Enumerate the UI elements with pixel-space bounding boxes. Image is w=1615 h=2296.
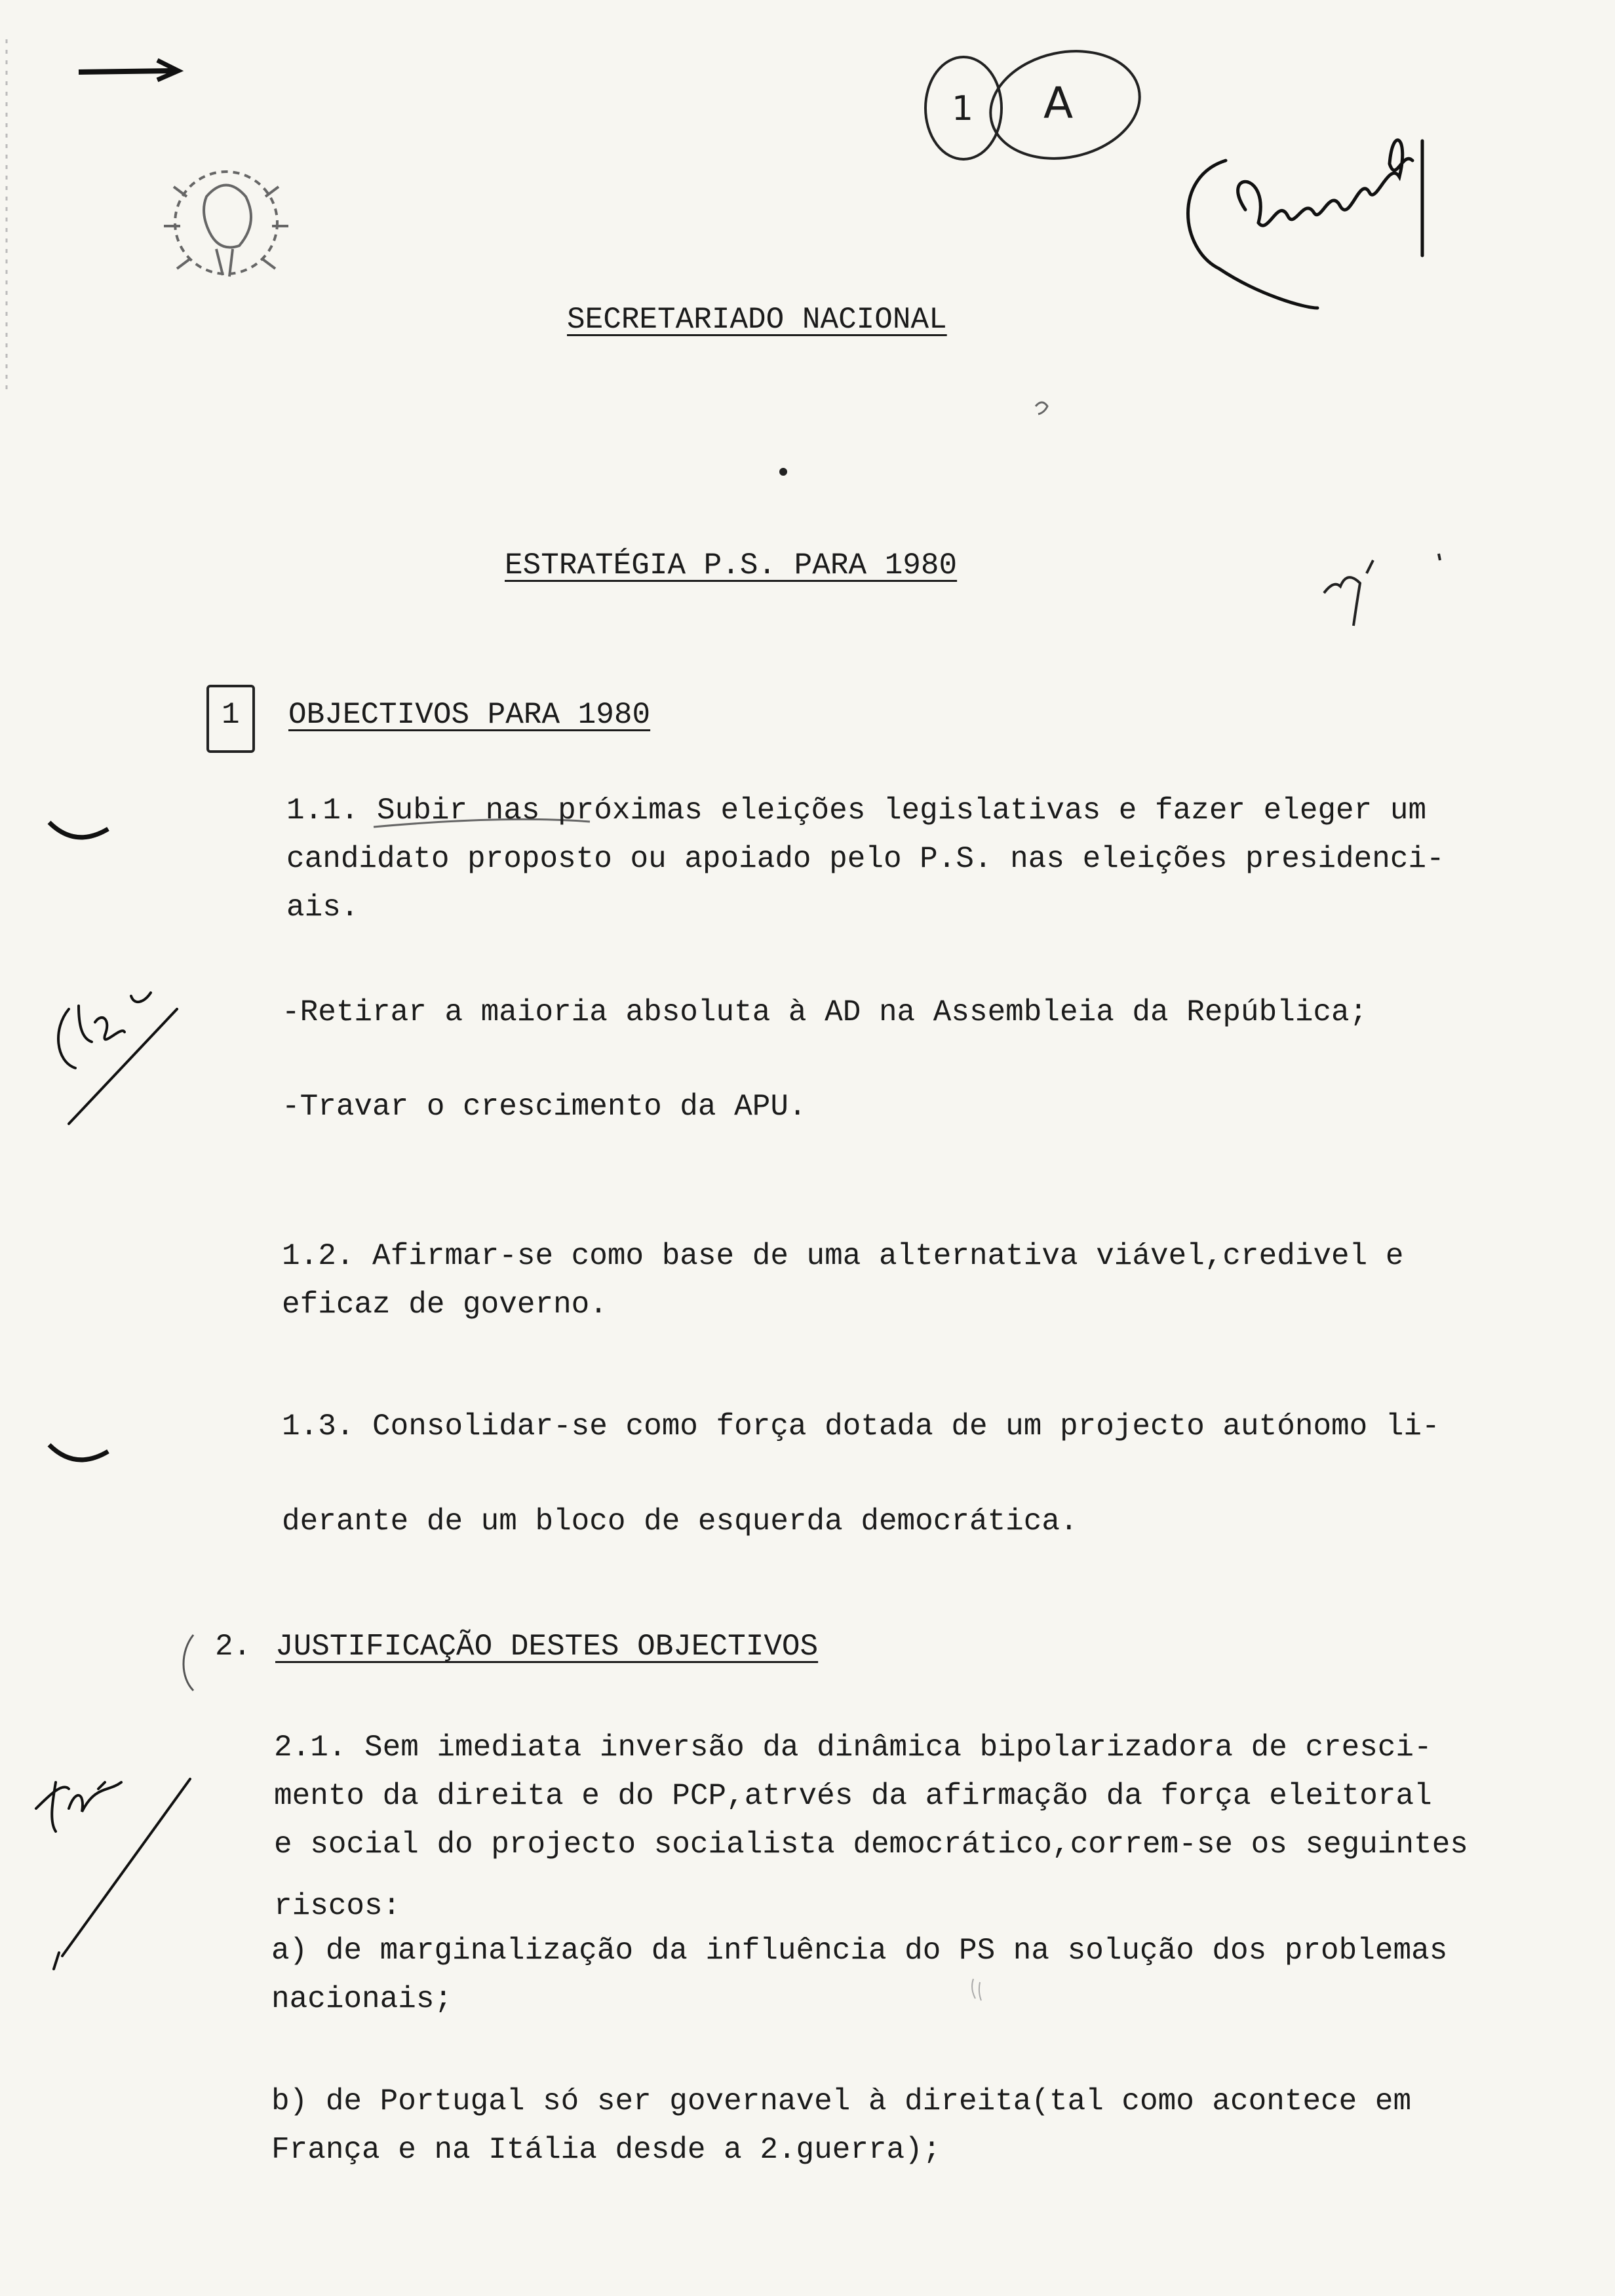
dot-mark <box>779 468 787 476</box>
text-line: 1.1. Subir nas próximas eleições legislativas e fazer eleger um <box>286 794 1427 828</box>
party-emblem-icon <box>164 172 288 277</box>
text-line: ais. <box>286 890 359 925</box>
bullet-travar: -Travar o crescimento da APU. <box>282 1090 807 1124</box>
text-line: eficaz de governo. <box>282 1288 608 1322</box>
bracket-mark <box>184 1635 193 1691</box>
section-1-number: 1 <box>222 698 240 732</box>
arrow-icon <box>79 60 178 80</box>
item-1-1 <box>286 786 1445 932</box>
header-title: SECRETARIADO NACIONAL <box>567 303 947 337</box>
bullet-retirar: -Retirar a maioria absoluta à AD na Assembleia da República; <box>282 995 1368 1029</box>
text-line: 1.3. Consolidar-se como força dotada de um projecto autónomo li- <box>282 1409 1440 1444</box>
risk-a <box>271 1926 1447 2023</box>
text-line: riscos: <box>274 1889 401 1923</box>
item-1-2 <box>282 1232 1403 1329</box>
handwritten-note-icon <box>36 1779 190 1969</box>
text-line: França e na Itália desde a 2.guerra); <box>271 2133 941 2167</box>
text-line: derante de um bloco de esquerda democrática. <box>282 1504 1078 1539</box>
signature-icon <box>1188 140 1423 308</box>
risk-b <box>271 2077 1411 2174</box>
handwritten-note-icon <box>58 993 177 1124</box>
text-line: e social do projecto socialista democrático,correm-se os seguintes <box>274 1827 1468 1862</box>
text-line: b) de Portugal só ser governavel à direita(tal como acontece em <box>271 2084 1412 2118</box>
text-line: a) de marginalização da influência do PS na solução dos problemas <box>271 1934 1448 1968</box>
text-line: mento da direita e do PCP,atrvés da afirmação da força eleitoral <box>274 1779 1432 1813</box>
item-1-3 <box>282 1379 1440 1569</box>
annex-mark: A <box>1043 78 1074 128</box>
pencil-mark-icon <box>1036 402 1047 414</box>
text-line: nacionais; <box>271 1982 453 2016</box>
tick-mark-icon <box>49 822 108 837</box>
initials-mark-icon <box>1324 554 1440 626</box>
section-2-number: 2. <box>215 1630 252 1664</box>
tick-mark-icon <box>49 1445 108 1460</box>
text-line: candidato proposto ou apoiado pelo P.S. nas eleições presidenci- <box>286 842 1445 876</box>
document-title: ESTRATÉGIA P.S. PARA 1980 <box>505 548 958 583</box>
section-1-heading: OBJECTIVOS PARA 1980 <box>288 698 651 732</box>
section-2-heading: JUSTIFICAÇÃO DESTES OBJECTIVOS <box>275 1630 819 1664</box>
item-2-1 <box>274 1723 1468 1930</box>
page-number-mark: 1 <box>952 89 974 128</box>
text-line: 2.1. Sem imediata inversão da dinâmica bipolarizadora de cresci- <box>274 1731 1432 1765</box>
text-line: 1.2. Afirmar-se como base de uma alternativa viável,credivel e <box>282 1239 1404 1273</box>
